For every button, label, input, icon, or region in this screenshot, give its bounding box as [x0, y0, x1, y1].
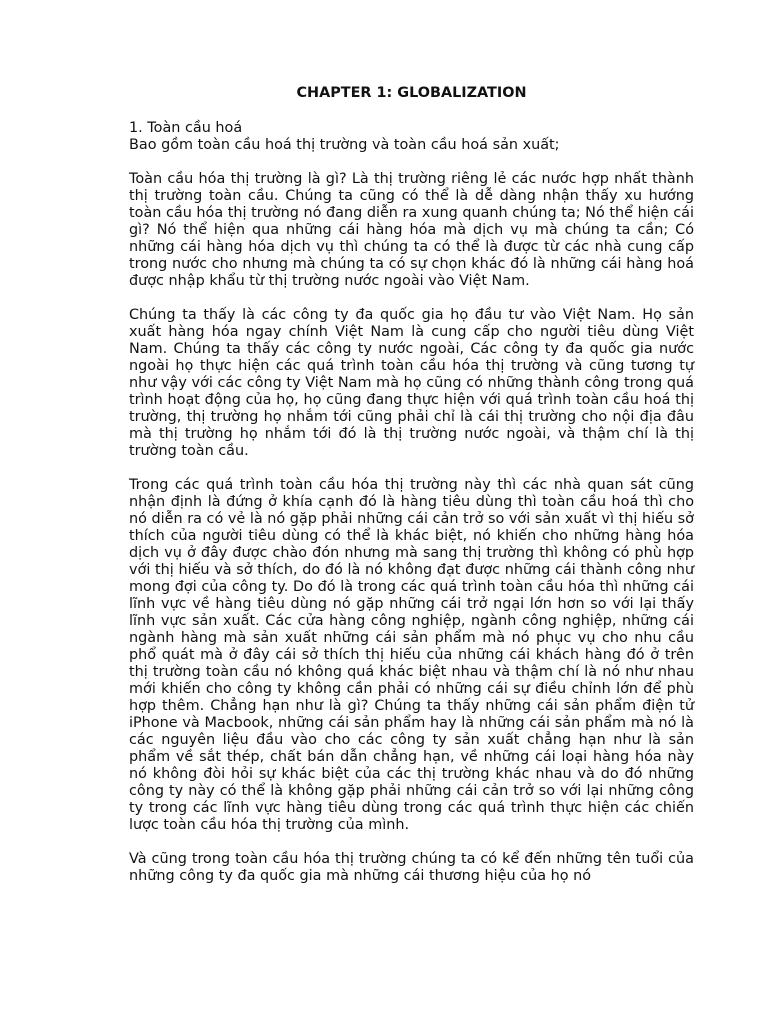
section-intro: Bao gồm toàn cầu hoá thị trường và toàn cầu hoá sản xuất;: [129, 137, 560, 153]
paragraph-multinationals: Chúng ta thấy là các công ty đa quốc gia họ đầu tư vào Việt Nam. Họ sản xuất hàng hóa ngay chính Việt Nam là cung cấp cho người tiêu dùng Việt Nam. Chúng ta thấy các công ty nước ngoài, Các công ty đa quốc gia nước ngoài họ thực hiện các quá trình toàn cầu hóa thị trường và cũng tương tự như vậy với các công ty Việt Nam mà họ cũng có những thành công trong quá trình hoạt động của họ, họ cũng đang thực hiện với quá trình toàn cầu hoá thị trường, thị trường họ nhắm tới cũng phải chỉ là cái thị trường cho nội địa đâu mà thị trường họ nhắm tới đó là thị trường nước ngoài, và thậm chí là thị trường toàn cầu.: [129, 307, 694, 459]
chapter-title: CHAPTER 1: GLOBALIZATION: [296, 85, 527, 101]
paragraph-market-globalization: Toàn cầu hóa thị trường là gì? Là thị trường riêng lẻ các nước hợp nhất thành thị trường toàn cầu. Chúng ta cũng có thể là dễ dàng nhận thấy xu hướng toàn cầu hóa thị trường nó đang diễn ra xung quanh chúng ta; Nó thể hiện cái gì? Nó thể hiện qua những cái hàng hóa mà dịch vụ mà chúng ta cần; Có những cái hàng hóa dịch vụ thì chúng ta có thể là được từ các nhà cung cấp trong nước cho nhưng mà chúng ta có sự chọn khác đó là những cái hàng hoá được nhập khẩu từ thị trường nước ngoài vào Việt Nam.: [129, 171, 694, 289]
section-heading: 1. Toàn cầu hoá: [129, 120, 243, 136]
paragraph-consumer-goods: Trong các quá trình toàn cầu hóa thị trường này thì các nhà quan sát cũng nhận định là đứng ở khía cạnh đó là hàng tiêu dùng thì toàn cầu hoá thì cho nó diễn ra có vẻ là nó gặp phải những cái cản trở so với sản xuất vì thị hiếu sở thích của người tiêu dùng có thể là khác biệt, nó khiến cho những hàng hóa dịch vụ ở đây được chào đón nhưng mà sang thị trường thì không có phù hợp với thị hiếu và sở thích, do đó là nó không đạt được những cái thành công như mong đợi của công ty. Do đó là trong các quá trình toàn cầu hóa thì những cái lĩnh vực về hàng tiêu dùng nó gặp những cái trở ngại lớn hơn so với lại thấy lĩnh vực sản xuất. Các cửa hàng công nghiệp, ngành công nghiệp, những cái ngành hàng mà sản xuất những cái sản phẩm mà nó phục vụ cho nhu cầu phổ quát mà ở đây cái sở thích thị hiếu của những cái khách hàng đó ở trên thị trường toàn cầu nó không quá khác biệt nhau và thậm chí là nó như nhau mới khiến cho công ty không cần phải có những cái sự điều chỉnh lớn để phù hợp thêm. Chẳng hạn như là gì? Chúng ta thấy những cái sản phẩm điện tử iPhone và Macbook, những cái sản phẩm hay là những cái sản phẩm mà nó là các nguyên liệu đầu vào cho các công ty sản xuất chẳng hạn như là sản phẩm về sắt thép, chất bán dẫn chẳng hạn, về những cái loại hàng hóa này nó không đòi hỏi sự khác biệt của các thị trường khác nhau và do đó những công ty này có thể là không gặp phải những cái cản trở so với lại những công ty trong các lĩnh vực hàng tiêu dùng trong các quá trình thực hiện các chiến lược toàn cầu hóa thị trường của mình.: [129, 477, 694, 833]
paragraph-brands: Và cũng trong toàn cầu hóa thị trường chúng ta có kể đến những tên tuổi của những công ty đa quốc gia mà những cái thương hiệu của họ nó: [129, 851, 694, 884]
document-page: [129, 84, 694, 902]
